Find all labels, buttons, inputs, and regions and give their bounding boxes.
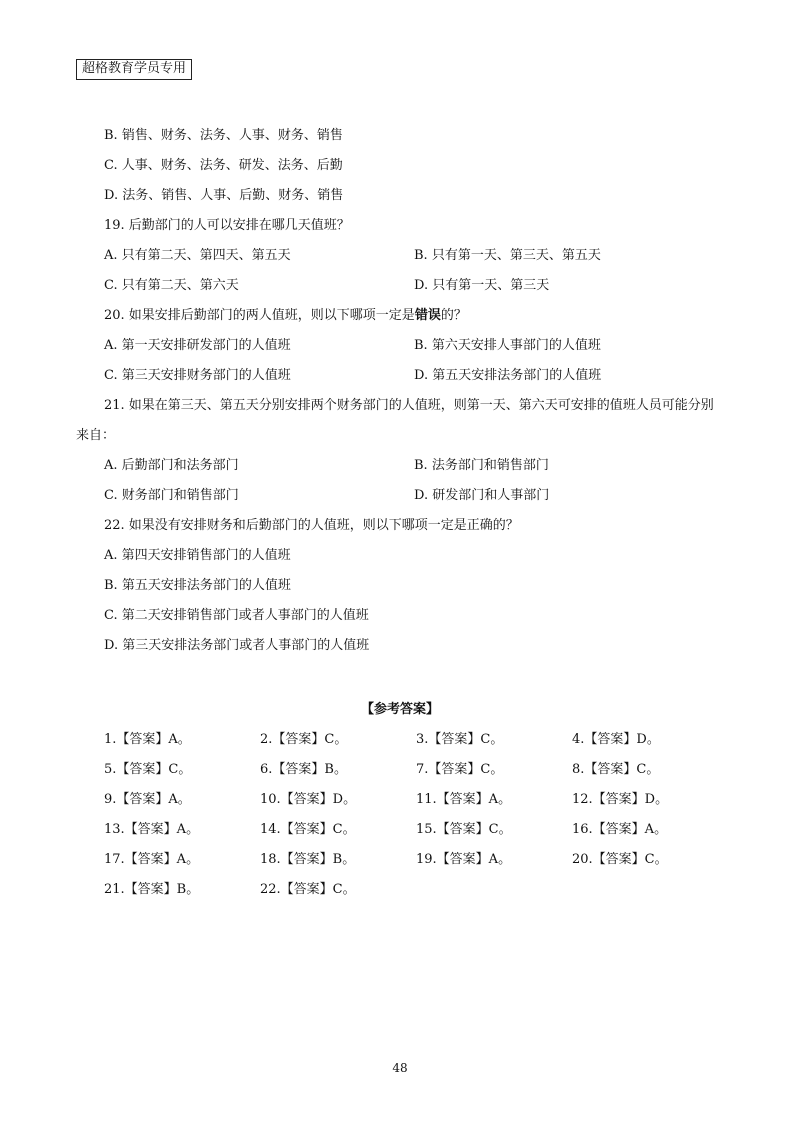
answer-item: 20.【答案】C。 (572, 852, 668, 867)
answer-item: 10.【答案】D。 (260, 792, 357, 807)
option-d: D. 只有第一天、第三天 (414, 278, 550, 293)
option-c: C. 只有第二天、第六天 (104, 278, 239, 293)
answer-item: 8.【答案】C。 (572, 762, 660, 777)
answer-item: 1.【答案】A。 (104, 732, 191, 747)
option-a: A. 第四天安排销售部门的人值班 (104, 548, 291, 563)
answer-item: 7.【答案】C。 (416, 762, 504, 777)
question-20 (104, 306, 724, 326)
question-text: 的？ (440, 308, 467, 323)
option-row (104, 246, 724, 266)
option-line: B. 销售、财务、法务、人事、财务、销售 (104, 128, 343, 143)
answer-item: 16.【答案】A。 (572, 822, 668, 837)
answer-item: 18.【答案】B。 (260, 852, 356, 867)
answer-item: 21.【答案】B。 (104, 882, 200, 897)
question-content (76, 126, 724, 666)
question-text: 20. 如果安排后勤部门的两人值班，则以下哪项一定是 (104, 308, 415, 323)
answer-item: 12.【答案】D。 (572, 792, 669, 807)
option-row (104, 276, 724, 296)
answer-item: 6.【答案】B。 (260, 762, 347, 777)
option-a: A. 第一天安排研发部门的人值班 (104, 338, 291, 353)
header-tag: 超格教育学员专用 (76, 59, 192, 80)
option-row (104, 336, 724, 356)
answer-item: 17.【答案】A。 (104, 852, 200, 867)
option-line: D. 法务、销售、人事、后勤、财务、销售 (104, 188, 344, 203)
answer-item: 14.【答案】C。 (260, 822, 356, 837)
question-text: 来自： (76, 428, 116, 443)
page-number: 48 (392, 1061, 408, 1075)
question-22: 22. 如果没有安排财务和后勤部门的人值班，则以下哪项一定是正确的？ (104, 518, 519, 533)
option-row (104, 366, 724, 386)
answer-item: 9.【答案】A。 (104, 792, 191, 807)
option-a: A. 后勤部门和法务部门 (104, 458, 239, 473)
answer-item: 11.【答案】A。 (416, 792, 512, 807)
option-line: C. 人事、财务、法务、研发、法务、后勤 (104, 158, 343, 173)
question-21 (76, 396, 724, 446)
answer-item: 15.【答案】C。 (416, 822, 512, 837)
answer-item: 22.【答案】C。 (260, 882, 356, 897)
answer-item: 5.【答案】C。 (104, 762, 192, 777)
option-c: C. 第二天安排销售部门或者人事部门的人值班 (104, 608, 369, 623)
answer-item: 3.【答案】C。 (416, 732, 504, 747)
option-b: B. 第五天安排法务部门的人值班 (104, 578, 291, 593)
answers-title: 【参考答案】 (360, 702, 439, 717)
question-19: 19. 后勤部门的人可以安排在哪几天值班？ (104, 218, 350, 233)
option-row (104, 486, 724, 506)
option-b: B. 第六天安排人事部门的人值班 (414, 338, 601, 353)
option-c: C. 财务部门和销售部门 (104, 488, 239, 503)
answer-item: 19.【答案】A。 (416, 852, 512, 867)
answer-item: 2.【答案】C。 (260, 732, 348, 747)
option-d: D. 研发部门和人事部门 (414, 488, 550, 503)
option-c: C. 第三天安排财务部门的人值班 (104, 368, 291, 383)
answer-key (104, 730, 724, 900)
option-d: D. 第三天安排法务部门或者人事部门的人值班 (104, 638, 370, 653)
question-text: 21. 如果在第三天、第五天分别安排两个财务部门的人值班，则第一天、第六天可安排的值班人员可能分别 (104, 398, 714, 413)
option-b: B. 只有第一天、第三天、第五天 (414, 248, 601, 263)
option-b: B. 法务部门和销售部门 (414, 458, 549, 473)
option-row (104, 456, 724, 476)
answer-item: 4.【答案】D。 (572, 732, 660, 747)
option-d: D. 第五天安排法务部门的人值班 (414, 368, 602, 383)
option-a: A. 只有第二天、第四天、第五天 (104, 248, 291, 263)
emphasis-text: 错误 (414, 308, 441, 323)
answer-item: 13.【答案】A。 (104, 822, 200, 837)
